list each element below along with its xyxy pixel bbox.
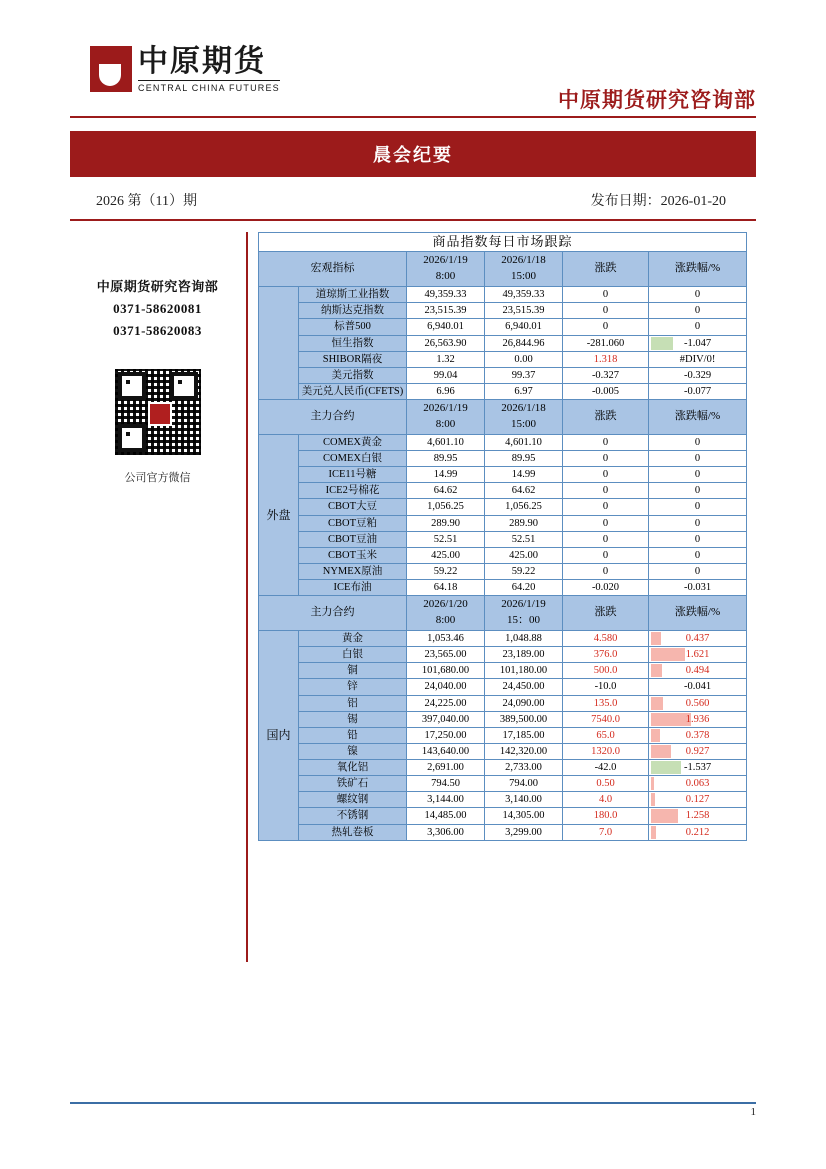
logo-english-name: CENTRAL CHINA FUTURES xyxy=(138,80,280,93)
value-curr: 6,940.01 xyxy=(485,319,563,335)
qr-code-icon xyxy=(113,367,203,457)
change-bar xyxy=(651,826,656,839)
header-cell: 涨跌 xyxy=(563,400,649,435)
change-bar xyxy=(651,337,673,350)
value-change: 0 xyxy=(563,515,649,531)
value-curr: 26,844.96 xyxy=(485,335,563,351)
value-prev: 3,144.00 xyxy=(407,792,485,808)
vertical-divider xyxy=(246,232,248,962)
issue-divider xyxy=(70,219,756,221)
value-change-pct: 0.494 xyxy=(649,663,747,679)
table-row xyxy=(259,743,747,759)
value-curr: 4,601.10 xyxy=(485,434,563,450)
value-change: 135.0 xyxy=(563,695,649,711)
value-prev: 6.96 xyxy=(407,383,485,399)
value-prev: 4,601.10 xyxy=(407,434,485,450)
row-label: 镍 xyxy=(299,743,407,759)
table-row xyxy=(259,776,747,792)
logo-mark-icon xyxy=(90,46,132,92)
value-curr: 14,305.00 xyxy=(485,808,563,824)
row-label: 美元兑人民币(CFETS) xyxy=(299,383,407,399)
value-change-pct: 0 xyxy=(649,515,747,531)
publish-date: 发布日期：2026-01-20 xyxy=(590,194,726,209)
logo-chinese-name: 中原期货 xyxy=(138,45,266,78)
change-bar xyxy=(651,632,661,645)
header-cell: 2026/1/18 15:00 xyxy=(485,252,563,287)
value-change: 0 xyxy=(563,303,649,319)
value-change-pct: 0 xyxy=(649,434,747,450)
table-row xyxy=(259,760,747,776)
header-cell: 涨跌幅/% xyxy=(649,400,747,435)
header-cell: 2026/1/20 8:00 xyxy=(407,596,485,631)
table-row xyxy=(259,711,747,727)
row-label: 锡 xyxy=(299,711,407,727)
table-row xyxy=(259,451,747,467)
table-header-row xyxy=(259,400,747,435)
issue-row xyxy=(70,183,756,217)
value-curr: 14.99 xyxy=(485,467,563,483)
row-label: 美元指数 xyxy=(299,367,407,383)
value-change: 65.0 xyxy=(563,727,649,743)
table-row xyxy=(259,367,747,383)
change-bar xyxy=(651,777,654,790)
value-curr: 142,320.00 xyxy=(485,743,563,759)
row-label: 不锈钢 xyxy=(299,808,407,824)
value-prev: 1,053.46 xyxy=(407,631,485,647)
sidebar-phone-2: 0371-58620083 xyxy=(113,323,202,338)
value-change-pct: 0.378 xyxy=(649,727,747,743)
table-row xyxy=(259,580,747,596)
value-change: -0.005 xyxy=(563,383,649,399)
value-prev: 64.62 xyxy=(407,483,485,499)
value-curr: 89.95 xyxy=(485,451,563,467)
value-change-pct: 0 xyxy=(649,531,747,547)
value-change-pct: -0.041 xyxy=(649,679,747,695)
value-change-pct: 0 xyxy=(649,563,747,579)
header-cell: 2026/1/19 8:00 xyxy=(407,252,485,287)
issue-number: 2026 第（11）期 xyxy=(96,194,197,209)
value-change: 0 xyxy=(563,434,649,450)
value-change-pct: 0.212 xyxy=(649,824,747,840)
value-prev: 289.90 xyxy=(407,515,485,531)
value-prev: 2,691.00 xyxy=(407,760,485,776)
value-curr: 0.00 xyxy=(485,351,563,367)
value-prev: 6,940.01 xyxy=(407,319,485,335)
value-change: -10.0 xyxy=(563,679,649,695)
header-cell: 主力合约 xyxy=(259,400,407,435)
value-curr: 3,299.00 xyxy=(485,824,563,840)
header-cell: 涨跌 xyxy=(563,252,649,287)
value-change-pct: 0.063 xyxy=(649,776,747,792)
table-row xyxy=(259,631,747,647)
row-label: 道琼斯工业指数 xyxy=(299,287,407,303)
table-row xyxy=(259,663,747,679)
value-change: 180.0 xyxy=(563,808,649,824)
value-curr: 52.51 xyxy=(485,531,563,547)
row-label: ICE布油 xyxy=(299,580,407,596)
table-title: 商品指数每日市场跟踪 xyxy=(259,233,747,252)
header-cell: 涨跌幅/% xyxy=(649,596,747,631)
table-row xyxy=(259,679,747,695)
value-prev: 99.04 xyxy=(407,367,485,383)
value-curr: 49,359.33 xyxy=(485,287,563,303)
table-row xyxy=(259,695,747,711)
value-prev: 23,565.00 xyxy=(407,647,485,663)
change-bar xyxy=(651,761,681,774)
row-label: 铅 xyxy=(299,727,407,743)
value-change: 0.50 xyxy=(563,776,649,792)
row-label: CBOT豆粕 xyxy=(299,515,407,531)
value-curr: 289.90 xyxy=(485,515,563,531)
value-change: 0 xyxy=(563,483,649,499)
value-curr: 23,515.39 xyxy=(485,303,563,319)
value-change: 0 xyxy=(563,467,649,483)
value-change: 1320.0 xyxy=(563,743,649,759)
value-prev: 1.32 xyxy=(407,351,485,367)
group-label: 国内 xyxy=(259,631,299,841)
value-change: 0 xyxy=(563,531,649,547)
value-prev: 14,485.00 xyxy=(407,808,485,824)
value-change-pct: 0 xyxy=(649,467,747,483)
value-curr: 389,500.00 xyxy=(485,711,563,727)
value-prev: 1,056.25 xyxy=(407,499,485,515)
table-title-row xyxy=(259,233,747,252)
table-row xyxy=(259,727,747,743)
row-label: 螺纹钢 xyxy=(299,792,407,808)
row-label: 铁矿石 xyxy=(299,776,407,792)
value-prev: 24,225.00 xyxy=(407,695,485,711)
group-label xyxy=(259,287,299,400)
value-change: 376.0 xyxy=(563,647,649,663)
change-bar xyxy=(651,793,655,806)
row-label: COMEX白银 xyxy=(299,451,407,467)
value-prev: 64.18 xyxy=(407,580,485,596)
value-change-pct: 0.927 xyxy=(649,743,747,759)
value-change: -42.0 xyxy=(563,760,649,776)
value-change: 0 xyxy=(563,547,649,563)
value-change: 4.580 xyxy=(563,631,649,647)
value-change-pct: -1.047 xyxy=(649,335,747,351)
value-curr: 64.62 xyxy=(485,483,563,499)
value-prev: 143,640.00 xyxy=(407,743,485,759)
row-label: CBOT豆油 xyxy=(299,531,407,547)
value-curr: 3,140.00 xyxy=(485,792,563,808)
header-divider xyxy=(70,116,756,118)
value-change-pct: -1.537 xyxy=(649,760,747,776)
row-label: 恒生指数 xyxy=(299,335,407,351)
value-curr: 24,450.00 xyxy=(485,679,563,695)
row-label: 纳斯达克指数 xyxy=(299,303,407,319)
value-change-pct: 0.437 xyxy=(649,631,747,647)
value-change-pct: 0 xyxy=(649,303,747,319)
value-curr: 64.20 xyxy=(485,580,563,596)
header-cell: 2026/1/18 15:00 xyxy=(485,400,563,435)
value-change: 0 xyxy=(563,499,649,515)
value-prev: 49,359.33 xyxy=(407,287,485,303)
table-row xyxy=(259,499,747,515)
table-row xyxy=(259,335,747,351)
table-row xyxy=(259,647,747,663)
table-row xyxy=(259,824,747,840)
sidebar-department: 中原期货研究咨询部 xyxy=(96,279,219,294)
header-cell: 主力合约 xyxy=(259,596,407,631)
row-label: 铝 xyxy=(299,695,407,711)
value-curr: 23,189.00 xyxy=(485,647,563,663)
value-prev: 26,563.90 xyxy=(407,335,485,351)
value-change-pct: 0 xyxy=(649,547,747,563)
value-change: -281.060 xyxy=(563,335,649,351)
header-cell: 2026/1/19 8:00 xyxy=(407,400,485,435)
table-row xyxy=(259,808,747,824)
value-prev: 101,680.00 xyxy=(407,663,485,679)
value-change-pct: -0.329 xyxy=(649,367,747,383)
table-row xyxy=(259,351,747,367)
value-prev: 89.95 xyxy=(407,451,485,467)
change-bar xyxy=(651,697,663,710)
table-row xyxy=(259,303,747,319)
report-title-banner: 晨会纪要 xyxy=(70,131,756,177)
value-prev: 794.50 xyxy=(407,776,485,792)
qr-caption: 公司官方微信 xyxy=(124,472,191,484)
table-row xyxy=(259,515,747,531)
value-change: 0 xyxy=(563,563,649,579)
value-prev: 59.22 xyxy=(407,563,485,579)
header-cell: 2026/1/19 15：00 xyxy=(485,596,563,631)
value-change-pct: 0 xyxy=(649,451,747,467)
value-change: -0.327 xyxy=(563,367,649,383)
table-row xyxy=(259,531,747,547)
header-cell: 宏观指标 xyxy=(259,252,407,287)
row-label: ICE11号糖 xyxy=(299,467,407,483)
row-label: COMEX黄金 xyxy=(299,434,407,450)
value-curr: 794.00 xyxy=(485,776,563,792)
value-change-pct: 0 xyxy=(649,499,747,515)
value-change: -0.020 xyxy=(563,580,649,596)
row-label: 锌 xyxy=(299,679,407,695)
table-header-row xyxy=(259,596,747,631)
value-curr: 425.00 xyxy=(485,547,563,563)
footer-divider xyxy=(70,1102,756,1104)
page-number: 1 xyxy=(750,1106,756,1118)
table-row xyxy=(259,792,747,808)
value-curr: 101,180.00 xyxy=(485,663,563,679)
page-header xyxy=(70,46,756,116)
company-logo xyxy=(90,46,280,93)
row-label: 热轧卷板 xyxy=(299,824,407,840)
table-row xyxy=(259,287,747,303)
value-curr: 24,090.00 xyxy=(485,695,563,711)
value-change: 1.318 xyxy=(563,351,649,367)
value-change-pct: 0 xyxy=(649,319,747,335)
header-cell: 涨跌幅/% xyxy=(649,252,747,287)
value-curr: 59.22 xyxy=(485,563,563,579)
value-change-pct: 0 xyxy=(649,483,747,499)
table-row xyxy=(259,319,747,335)
row-label: 黄金 xyxy=(299,631,407,647)
value-curr: 6.97 xyxy=(485,383,563,399)
table-header-row xyxy=(259,252,747,287)
row-label: 标普500 xyxy=(299,319,407,335)
value-change-pct: 0.127 xyxy=(649,792,747,808)
sidebar-phone-1: 0371-58620081 xyxy=(113,301,202,316)
change-bar xyxy=(651,664,662,677)
value-prev: 24,040.00 xyxy=(407,679,485,695)
value-prev: 3,306.00 xyxy=(407,824,485,840)
value-change: 0 xyxy=(563,451,649,467)
value-curr: 2,733.00 xyxy=(485,760,563,776)
value-curr: 1,056.25 xyxy=(485,499,563,515)
value-prev: 425.00 xyxy=(407,547,485,563)
value-change-pct: 0.560 xyxy=(649,695,747,711)
table-row xyxy=(259,563,747,579)
row-label: CBOT大豆 xyxy=(299,499,407,515)
row-label: ICE2号棉花 xyxy=(299,483,407,499)
sidebar xyxy=(70,240,245,485)
value-change: 0 xyxy=(563,319,649,335)
department-title: 中原期货研究咨询部 xyxy=(558,88,756,112)
change-bar xyxy=(651,745,671,758)
row-label: NYMEX原油 xyxy=(299,563,407,579)
row-label: CBOT玉米 xyxy=(299,547,407,563)
row-label: 氧化铝 xyxy=(299,760,407,776)
value-prev: 23,515.39 xyxy=(407,303,485,319)
row-label: 铜 xyxy=(299,663,407,679)
value-change-pct: 1.936 xyxy=(649,711,747,727)
table-row xyxy=(259,434,747,450)
table-row xyxy=(259,547,747,563)
value-change-pct: 1.258 xyxy=(649,808,747,824)
group-label: 外盘 xyxy=(259,434,299,595)
value-change-pct: -0.077 xyxy=(649,383,747,399)
value-curr: 17,185.00 xyxy=(485,727,563,743)
value-curr: 99.37 xyxy=(485,367,563,383)
change-bar xyxy=(651,648,685,661)
value-prev: 14.99 xyxy=(407,467,485,483)
table-row xyxy=(259,467,747,483)
value-change: 4.0 xyxy=(563,792,649,808)
value-prev: 17,250.00 xyxy=(407,727,485,743)
change-bar xyxy=(651,809,678,822)
value-prev: 52.51 xyxy=(407,531,485,547)
value-change-pct: #DIV/0! xyxy=(649,351,747,367)
value-prev: 397,040.00 xyxy=(407,711,485,727)
market-tracking-table xyxy=(258,232,747,841)
value-change-pct: 1.621 xyxy=(649,647,747,663)
value-change: 0 xyxy=(563,287,649,303)
value-change-pct: -0.031 xyxy=(649,580,747,596)
row-label: 白银 xyxy=(299,647,407,663)
value-change: 7.0 xyxy=(563,824,649,840)
change-bar xyxy=(651,729,660,742)
row-label: SHIBOR隔夜 xyxy=(299,351,407,367)
value-change: 500.0 xyxy=(563,663,649,679)
header-cell: 涨跌 xyxy=(563,596,649,631)
value-change: 7540.0 xyxy=(563,711,649,727)
value-change-pct: 0 xyxy=(649,287,747,303)
market-table-wrap xyxy=(258,232,746,841)
value-curr: 1,048.88 xyxy=(485,631,563,647)
table-row xyxy=(259,383,747,399)
table-row xyxy=(259,483,747,499)
change-bar xyxy=(651,713,691,726)
